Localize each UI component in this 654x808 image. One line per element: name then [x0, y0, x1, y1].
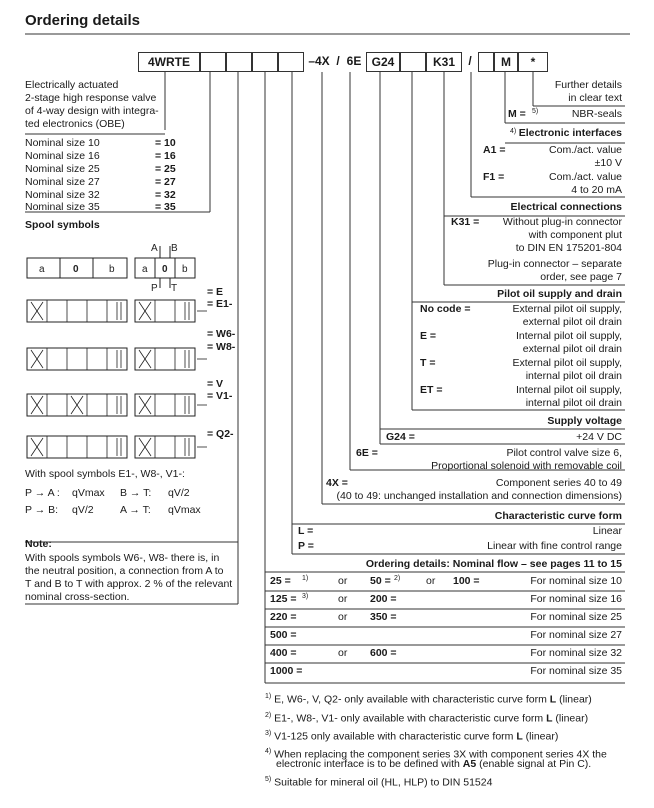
supply-heading: Supply voltage	[547, 415, 622, 427]
pilot-line: internal pilot oil drain	[525, 370, 622, 382]
pos-a2-label: a	[142, 264, 148, 275]
port-t-label: T	[171, 283, 178, 294]
code-slash-1: /	[334, 52, 342, 72]
size-label: Nominal size 27	[25, 176, 100, 188]
a1-line2: ±10 V	[594, 157, 622, 169]
flow-size-text: For nominal size 16	[530, 593, 622, 605]
footnote	[265, 709, 588, 726]
footnote-emphasis: L	[546, 712, 553, 725]
pos-b-label: b	[109, 264, 115, 275]
port-a-label: A	[151, 243, 158, 254]
footnote-emphasis: A5	[462, 758, 477, 770]
footnote-emphasis: L	[549, 693, 557, 706]
note-heading: Note:	[25, 538, 52, 550]
g24-text: +24 V DC	[576, 431, 622, 443]
size-code: = 35	[155, 201, 176, 213]
k31-line3: to DIN EN 175201-804	[515, 242, 622, 254]
pilot-code: No code =	[420, 303, 471, 315]
footnote	[265, 690, 592, 707]
code-type: 4WRTE	[138, 52, 200, 72]
code-size-slot	[200, 52, 226, 72]
code-seal: M	[494, 52, 518, 72]
footnote-text: (linear)	[556, 693, 592, 706]
size-label: Nominal size 35	[25, 201, 100, 213]
footnote-number: 1)	[265, 693, 272, 700]
k31-code: K31 =	[451, 216, 480, 228]
flow-at: A → T:	[120, 504, 151, 516]
code-spool-slot	[226, 52, 252, 72]
size-label: Nominal size 10	[25, 137, 100, 149]
pilot-line: Internal pilot oil supply,	[515, 384, 622, 396]
footnote-text: E1-, W8-, V1- only available with characteristic curve form	[274, 712, 547, 725]
footnote-number: 5)	[265, 776, 272, 783]
code-voltage: G24	[366, 52, 400, 72]
code-flow-slot	[252, 52, 278, 72]
footnote-number: 3)	[265, 730, 272, 737]
6e-line1: Pilot control valve size 6,	[506, 447, 622, 459]
flow-bt-value: qV/2	[168, 487, 190, 499]
intro-line: of 4-way design with integra-	[25, 105, 159, 117]
p-text: Linear with fine control range	[487, 540, 622, 552]
flow-or: or	[338, 611, 348, 623]
f1-code: F1 =	[483, 171, 505, 183]
flow-or: or	[338, 593, 348, 605]
port-b-label: B	[171, 243, 178, 254]
spool-with-text: With spool symbols E1-, W8-, V1-:	[25, 468, 185, 480]
footnote-text: Suitable for mineral oil (HL, HLP) to DIN 51524	[274, 776, 493, 789]
flow-at-value: qVmax	[168, 504, 201, 516]
footnote	[265, 773, 492, 790]
connections-heading: Electrical connections	[510, 201, 622, 213]
footnote-text: E, W6-, V, Q2- only available with characteristic curve form	[274, 693, 550, 706]
4x-line2: (40 to 49: unchanged installation and connection dimensions)	[336, 490, 622, 502]
pilot-code: ET =	[420, 384, 443, 396]
pos-0-label: 0	[73, 264, 79, 275]
pilot-line: External pilot oil supply,	[512, 303, 622, 315]
code-slash-2: /	[462, 52, 478, 72]
code-valve: 6E	[342, 52, 366, 72]
flow-pb: P → B:	[25, 504, 59, 516]
interface-heading: Electronic interfaces	[518, 127, 622, 139]
flow-size-text: For nominal size 32	[530, 647, 622, 659]
code-extra: *	[518, 52, 548, 72]
size-code: = 10	[155, 137, 176, 149]
code-curve-slot	[278, 52, 304, 72]
intro-line: ted electronics (OBE)	[25, 118, 125, 130]
flow-code-c: 100 =	[453, 575, 480, 587]
spool-code-w6: = W6-	[207, 328, 236, 340]
spool-code-v1: = V1-	[207, 390, 233, 402]
pilot-line: external pilot oil drain	[522, 316, 622, 328]
flow-code-b: 50 =	[370, 575, 391, 587]
spool-code-v: = V	[207, 378, 224, 390]
f1-line1: Com./act. value	[549, 171, 622, 183]
flow-code-a: 125 =	[270, 593, 297, 605]
code-series: –4X	[304, 52, 334, 72]
6e-line2: Proportional solenoid with removable coil	[431, 460, 622, 472]
flow-size-text: For nominal size 27	[530, 629, 622, 641]
footnote-emphasis: L	[516, 730, 523, 743]
plug-line1: Plug-in connector – separate	[487, 258, 622, 270]
flow-or: or	[338, 575, 348, 587]
footnote-text: (linear)	[552, 712, 589, 725]
footnote	[276, 758, 591, 771]
spool-symbols-diagram	[25, 238, 235, 460]
k31-line2: with component plut	[528, 229, 622, 241]
footnote-number: 4)	[265, 748, 272, 755]
pilot-heading: Pilot oil supply and drain	[497, 288, 622, 300]
note-line: With spools symbols W6-, W8- there is, in	[25, 552, 220, 564]
seal-code: M =	[508, 108, 526, 120]
flow-pb-value: qV/2	[72, 504, 94, 516]
size-label: Nominal size 32	[25, 189, 100, 201]
flow-size-text: For nominal size 25	[530, 611, 622, 623]
spool-heading: Spool symbols	[25, 219, 100, 231]
footnote-text: (linear)	[522, 730, 559, 743]
pos-a-label: a	[39, 264, 45, 275]
intro-line: Electrically actuated	[25, 79, 119, 91]
curve-heading: Characteristic curve form	[494, 510, 622, 522]
footnote-text: When replacing the component series 3X with component series 4X the	[274, 748, 607, 761]
size-code: = 25	[155, 163, 176, 175]
g24-code: G24 =	[386, 431, 415, 443]
page-title: Ordering details	[25, 12, 141, 29]
flow-footnote: 2)	[394, 575, 401, 582]
footnote-number: 2)	[265, 712, 272, 719]
spool-code-e: = E	[207, 286, 224, 298]
flow-heading: Ordering details: Nominal flow – see pages 11 to 15	[365, 558, 622, 570]
size-label: Nominal size 25	[25, 163, 100, 175]
intro-line: 2-stage high response valve	[25, 92, 157, 104]
interface-footnote: 4)	[510, 128, 517, 135]
a1-line1: Com./act. value	[549, 144, 622, 156]
6e-code: 6E =	[356, 447, 378, 459]
f1-line2: 4 to 20 mA	[571, 184, 622, 196]
footnote-text: electronic interface is to be defined with	[276, 758, 463, 770]
spool-code-e1: = E1-	[207, 298, 233, 310]
pilot-code: T =	[420, 357, 436, 369]
code-connector: K31	[426, 52, 462, 72]
flow-or: or	[426, 575, 436, 587]
flow-code-b: 600 =	[370, 647, 397, 659]
seal-footnote: 5)	[532, 108, 539, 115]
pos-02-label: 0	[162, 264, 168, 275]
plug-line2: order, see page 7	[540, 271, 622, 283]
footnote	[265, 727, 558, 744]
port-p-label: P	[151, 283, 158, 294]
flow-code-a: 400 =	[270, 647, 297, 659]
code-pilot-slot	[400, 52, 426, 72]
size-code: = 27	[155, 176, 176, 188]
flow-or: or	[338, 647, 348, 659]
pos-b2-label: b	[182, 264, 188, 275]
note-line: nominal cross-section.	[25, 591, 130, 603]
spool-code-q2: = Q2-	[207, 428, 234, 440]
size-code: = 32	[155, 189, 176, 201]
flow-size-text: For nominal size 35	[530, 665, 622, 677]
flow-code-b: 200 =	[370, 593, 397, 605]
note-line: the neutral position, a connection from A to	[25, 565, 224, 577]
further-details: in clear text	[568, 92, 622, 104]
k31-line1: Without plug-in connector	[502, 216, 622, 228]
4x-line1: Component series 40 to 49	[495, 477, 622, 489]
flow-pa-value: qVmax	[72, 487, 105, 499]
p-code: P =	[298, 540, 314, 552]
flow-pa: P → A :	[25, 487, 60, 499]
footnote-text: V1-125 only available with characteristic curve form	[274, 730, 517, 743]
seal-text: NBR-seals	[571, 108, 622, 120]
size-label: Nominal size 16	[25, 150, 100, 162]
flow-size-text: For nominal size 10	[530, 575, 622, 587]
further-details: Further details	[554, 79, 622, 91]
pilot-line: internal pilot oil drain	[525, 397, 622, 409]
flow-bt: B → T:	[120, 487, 152, 499]
flow-code-a: 1000 =	[270, 665, 303, 677]
pilot-code: E =	[420, 330, 437, 342]
pilot-line: External pilot oil supply,	[512, 357, 622, 369]
flow-code-a: 25 =	[270, 575, 291, 587]
l-text: Linear	[592, 525, 622, 537]
4x-code: 4X =	[326, 477, 348, 489]
pilot-line: Internal pilot oil supply,	[515, 330, 622, 342]
flow-code-a: 500 =	[270, 629, 297, 641]
flow-footnote: 1)	[302, 575, 309, 582]
a1-code: A1 =	[483, 144, 506, 156]
flow-code-a: 220 =	[270, 611, 297, 623]
footnote-text: (enable signal at Pin C).	[476, 758, 592, 770]
flow-footnote: 3)	[302, 593, 309, 600]
spool-code-w8: = W8-	[207, 341, 236, 353]
l-code: L =	[298, 525, 314, 537]
flow-code-b: 350 =	[370, 611, 397, 623]
pilot-line: external pilot oil drain	[522, 343, 622, 355]
note-line: T and B to T with approx. 2 % of the relevant	[25, 578, 233, 590]
code-interface-slot	[478, 52, 494, 72]
size-code: = 16	[155, 150, 176, 162]
